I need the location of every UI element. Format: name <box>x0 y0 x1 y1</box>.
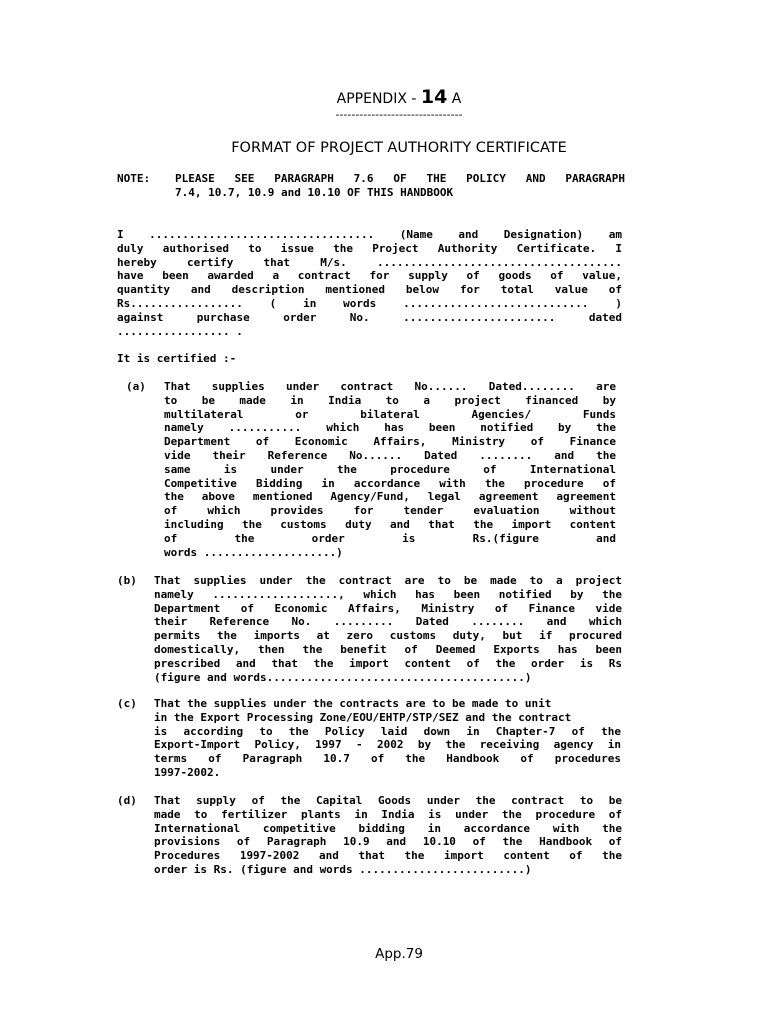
clause-body <box>154 574 622 684</box>
clause-line: made to fertilizer plants in India is under the procedure of <box>154 807 622 821</box>
appendix-prefix: APPENDIX - <box>336 91 421 107</box>
clause-line: same is under the procedure of International <box>164 462 616 476</box>
title-underline: -------------------------------- <box>335 108 463 121</box>
clause-line: the above mentioned Agency/Fund, legal agreement agreement <box>164 490 616 504</box>
clause-label: (b) <box>117 574 137 587</box>
clause-line: in the Export Processing Zone/EOU/EHTP/STP/SEZ and the contract <box>154 710 572 724</box>
clause-body <box>154 697 647 780</box>
clause-body <box>154 794 622 877</box>
clause-line: Department of Economic Affairs, Ministry of Finance vide <box>154 601 622 615</box>
clause-line: That supply of the Capital Goods under the contract to be <box>154 794 622 807</box>
intro-line: have been awarded a contract for supply of goods of value, <box>117 269 622 283</box>
appendix-title <box>0 86 768 108</box>
clause-line: their Reference No. ......... Dated ........ and which <box>154 615 622 629</box>
clause-line: provisions of Paragraph 10.9 and 10.10 of the Handbook of <box>154 835 622 849</box>
certified-heading: It is certified :- <box>117 352 237 365</box>
clause-line: That supplies under the contract are to be made to a project <box>154 574 622 587</box>
clause-line: Export-Import Policy, 1997 - 2002 by the receiving agency in <box>154 738 621 752</box>
intro-paragraph <box>117 228 622 338</box>
clause-line: of which provides for tender evaluation without <box>164 504 616 518</box>
note-label: NOTE: <box>117 172 151 185</box>
intro-line: against purchase order No. ....................... dated <box>117 310 622 324</box>
clause-line: (figure and words.......................................) <box>154 670 532 684</box>
clause-line: namely ........... which has been notified by the <box>164 421 616 435</box>
clause-line: permits the imports at zero customs duty, but if procured <box>154 629 622 643</box>
clause-line: terms of Paragraph 10.7 of the Handbook of procedures <box>154 752 621 766</box>
intro-line: duly authorised to issue the Project Authority Certificate. I <box>117 241 622 255</box>
intro-line: I .................................. (Name and Designation) am <box>117 228 622 241</box>
clause-line: of the order is Rs.(figure and <box>164 531 616 545</box>
clause-line: Department of Economic Affairs, Ministry of Finance <box>164 435 616 449</box>
intro-line: quantity and description mentioned below for total value of <box>117 283 622 297</box>
note-line: PLEASE SEE PARAGRAPH 7.6 OF THE POLICY AND PARAGRAPH <box>175 172 625 185</box>
note-text <box>175 172 625 200</box>
clause-line: to be made in India to a project financed by <box>164 393 616 407</box>
clause-line: namely ..................., which has been notified by the <box>154 587 622 601</box>
clause-line: multilateral or bilateral Agencies/ Funds <box>164 407 616 421</box>
clause-line: That supplies under contract No...... Dated........ are <box>164 380 616 393</box>
clause-line: prescribed and that the import content of the order is Rs <box>154 656 622 670</box>
clause-line: words ....................) <box>164 545 343 559</box>
clause-line: domestically, then the benefit of Deemed Exports has been <box>154 642 622 656</box>
clause-line: vide their Reference No...... Dated ........ and the <box>164 448 616 462</box>
intro-line: hereby certify that M/s. ..................................... <box>117 255 622 269</box>
clause-body <box>164 380 616 559</box>
clause-line: Procedures 1997-2002 and that the import content of the <box>154 849 622 863</box>
clause-line: Competitive Bidding in accordance with the procedure of <box>164 476 616 490</box>
clause-line: order is Rs. (figure and words .........................) <box>154 862 532 876</box>
clause-label: (c) <box>117 697 137 710</box>
clause-label: (d) <box>117 794 137 807</box>
clause-line: That the supplies under the contracts are to be made to unit <box>154 697 552 710</box>
clause-line: International competitive bidding in accordance with the <box>154 821 622 835</box>
clause-label: (a) <box>126 380 146 393</box>
intro-line: ................. . <box>117 324 243 338</box>
clause-line: is according to the Policy laid down in Chapter-7 of the <box>154 724 621 738</box>
clause-line: including the customs duty and that the import content <box>164 517 616 531</box>
intro-line: Rs................. ( in words ............................ ) <box>117 296 622 310</box>
note-line: 7.4, 10.7, 10.9 and 10.10 OF THIS HANDBOOK <box>175 185 454 199</box>
clause-line: 1997-2002. <box>154 765 221 779</box>
appendix-suffix: A <box>447 91 462 107</box>
form-title: FORMAT OF PROJECT AUTHORITY CERTIFICATE <box>231 140 567 156</box>
page-number: App.79 <box>375 946 423 962</box>
appendix-number: 14 <box>420 86 448 108</box>
